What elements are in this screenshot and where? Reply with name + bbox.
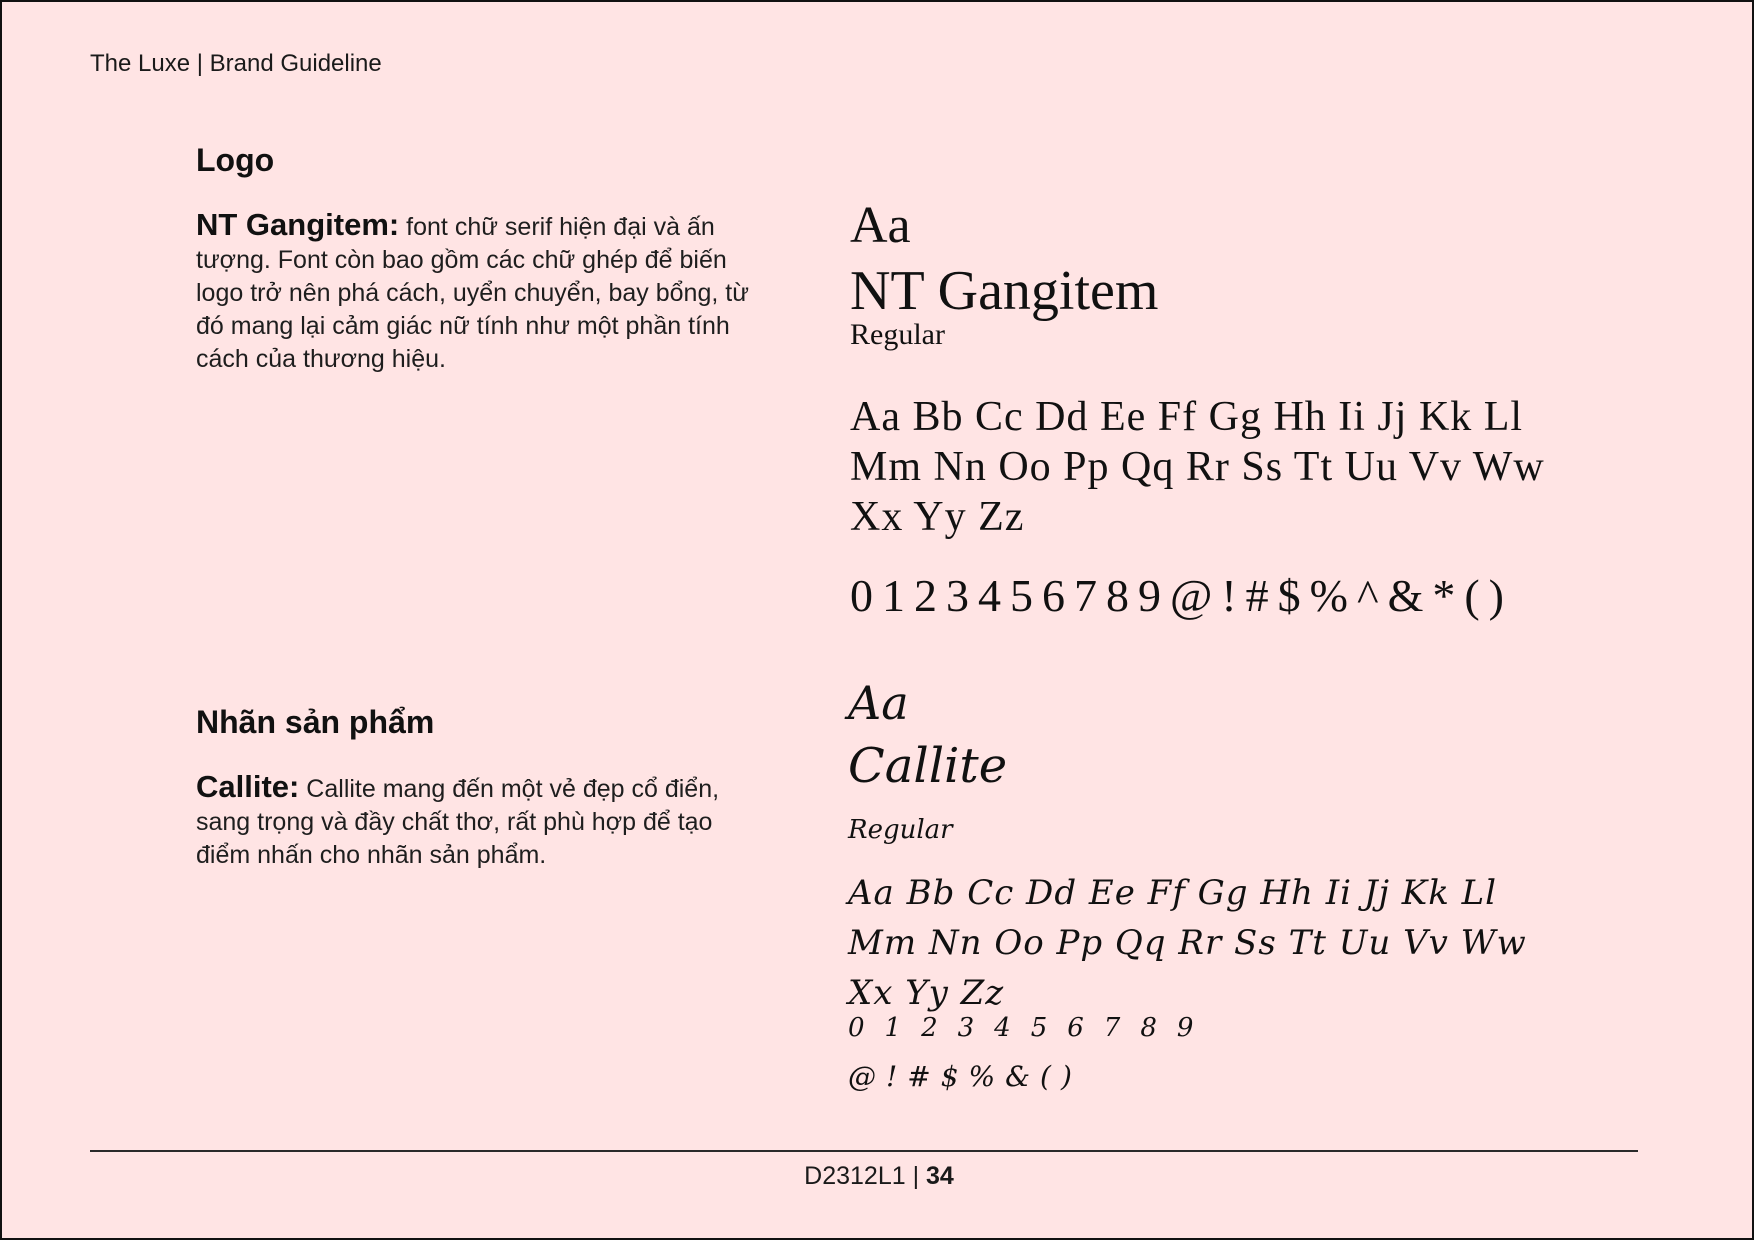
label-section-heading: Nhãn sản phẩm	[196, 704, 435, 740]
label-description-text: Callite mang đến một vẻ đẹp cổ điển, sang trọng và đầy chất thơ, rất phù hợp để tạo điểm nhấn cho nhãn sản phẩm.	[196, 775, 720, 869]
footer-page-label	[2, 1162, 1754, 1191]
logo-specimen-aa: Aa	[850, 197, 911, 254]
logo-specimen-alphabet: Aa Bb Cc Dd Ee Ff Gg Hh Ii Jj Kk Ll Mm Nn Oo Pp Qq Rr Ss Tt Uu Vv Ww Xx Yy Zz	[850, 394, 1545, 540]
footer-rule	[90, 1150, 1638, 1152]
label-font-name: Callite:	[196, 769, 300, 804]
footer-code: D2312L1 |	[804, 1162, 927, 1190]
logo-specimen-style: Regular	[850, 318, 945, 351]
label-specimen-alphabet: Aa Bb Cc Dd Ee Ff Gg Hh Ii Jj Kk Ll Mm Nn Oo Pp Qq Rr Ss Tt Uu Vv Ww Xx Yy Zz	[848, 873, 1527, 1013]
logo-specimen-numbers-symbols: 0123456789@!#$%^&*()	[850, 570, 1513, 621]
label-specimen-style: Regular	[848, 815, 953, 845]
label-specimen-symbols: @!#$%&()	[848, 1060, 1082, 1093]
logo-section-heading: Logo	[196, 142, 275, 178]
label-section-description	[196, 770, 766, 872]
header-brand: The Luxe | Brand Guideline	[90, 50, 382, 77]
logo-section-description	[196, 208, 766, 376]
logo-font-name: NT Gangitem:	[196, 207, 400, 242]
label-specimen-font-name: Callite	[848, 738, 1008, 794]
page-number: 34	[926, 1162, 954, 1190]
logo-description-text: font chữ serif hiện đại và ấn tượng. Font còn bao gồm các chữ ghép để biến logo trở nên phá cách, uyển chuyển, bay bổng, từ đó mang lại cảm giác nữ tính như một phần tính cách của thương hiệu.	[196, 213, 749, 373]
label-specimen-numbers: 0123456789	[848, 1013, 1214, 1043]
logo-specimen-font-name: NT Gangitem	[850, 260, 1159, 322]
label-specimen-aa: Aa	[848, 676, 909, 730]
